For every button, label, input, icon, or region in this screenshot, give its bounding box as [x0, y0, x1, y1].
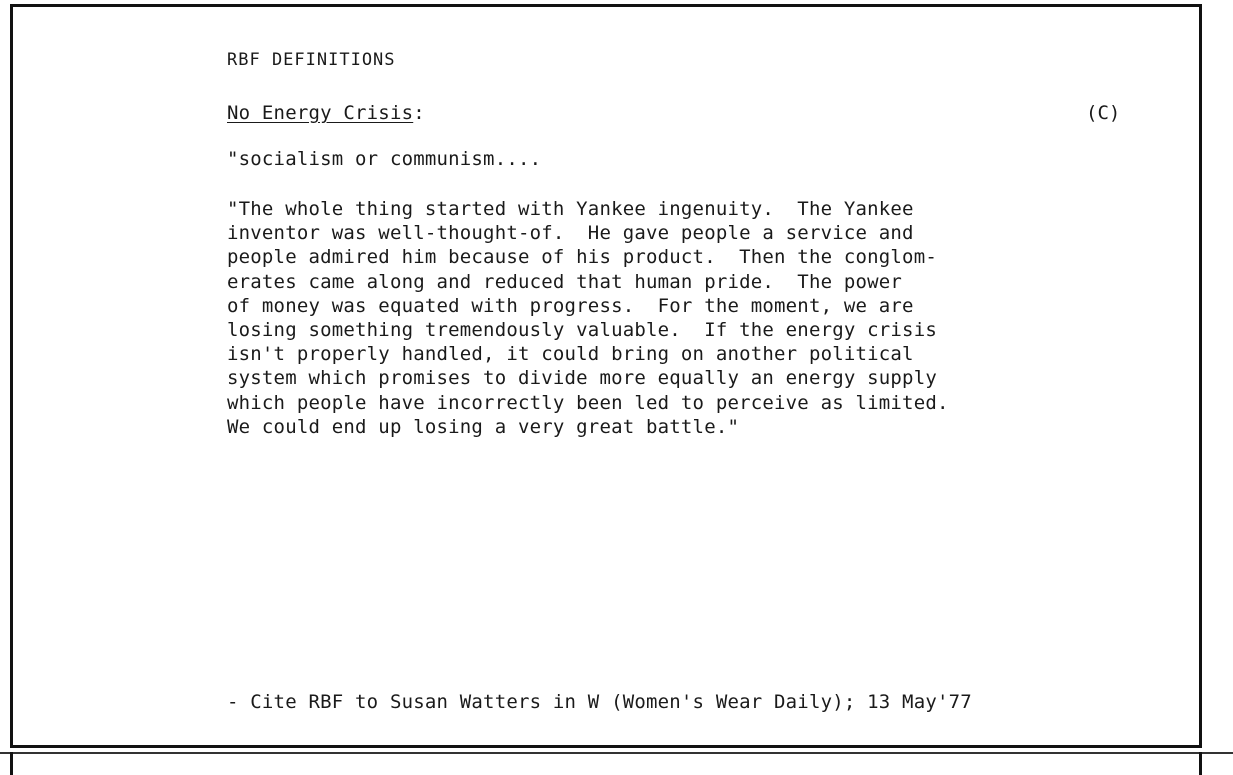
quote-line: system which promises to divide more equally an energy supply — [227, 367, 937, 390]
next-card-right-border — [1199, 752, 1202, 775]
quote-line: which people have incorrectly been led to perceive as limited. — [227, 391, 949, 414]
subject-colon: : — [413, 102, 425, 124]
next-card-edge — [0, 752, 1233, 754]
subject-term: No Energy Crisis — [227, 102, 414, 124]
quote-line: We could end up losing a very great battle." — [227, 415, 740, 438]
category-code: (C) — [1086, 102, 1121, 124]
citation: - Cite RBF to Susan Watters in W (Women's Wear Daily); 13 May'77 — [227, 691, 972, 713]
quote-line: erates came along and reduced that human pride. The power — [227, 270, 903, 293]
quote-line: people admired him because of his product. Then the conglom- — [227, 246, 937, 269]
quote-line: inventor was well-thought-of. He gave people a service and — [227, 222, 914, 245]
quote-line: of money was equated with progress. For the moment, we are — [227, 294, 914, 317]
quote-line: losing something tremendously valuable. If the energy crisis — [227, 318, 937, 341]
next-card-left-border — [10, 752, 13, 775]
quote-line: isn't properly handled, it could bring on another political — [227, 343, 914, 366]
quote-line: "The whole thing started with Yankee ingenuity. The Yankee — [227, 198, 914, 220]
quote-block — [227, 197, 949, 439]
card-header: RBF DEFINITIONS — [227, 50, 396, 70]
definition-text: "socialism or communism.... — [227, 148, 542, 170]
subject-line — [227, 101, 425, 125]
